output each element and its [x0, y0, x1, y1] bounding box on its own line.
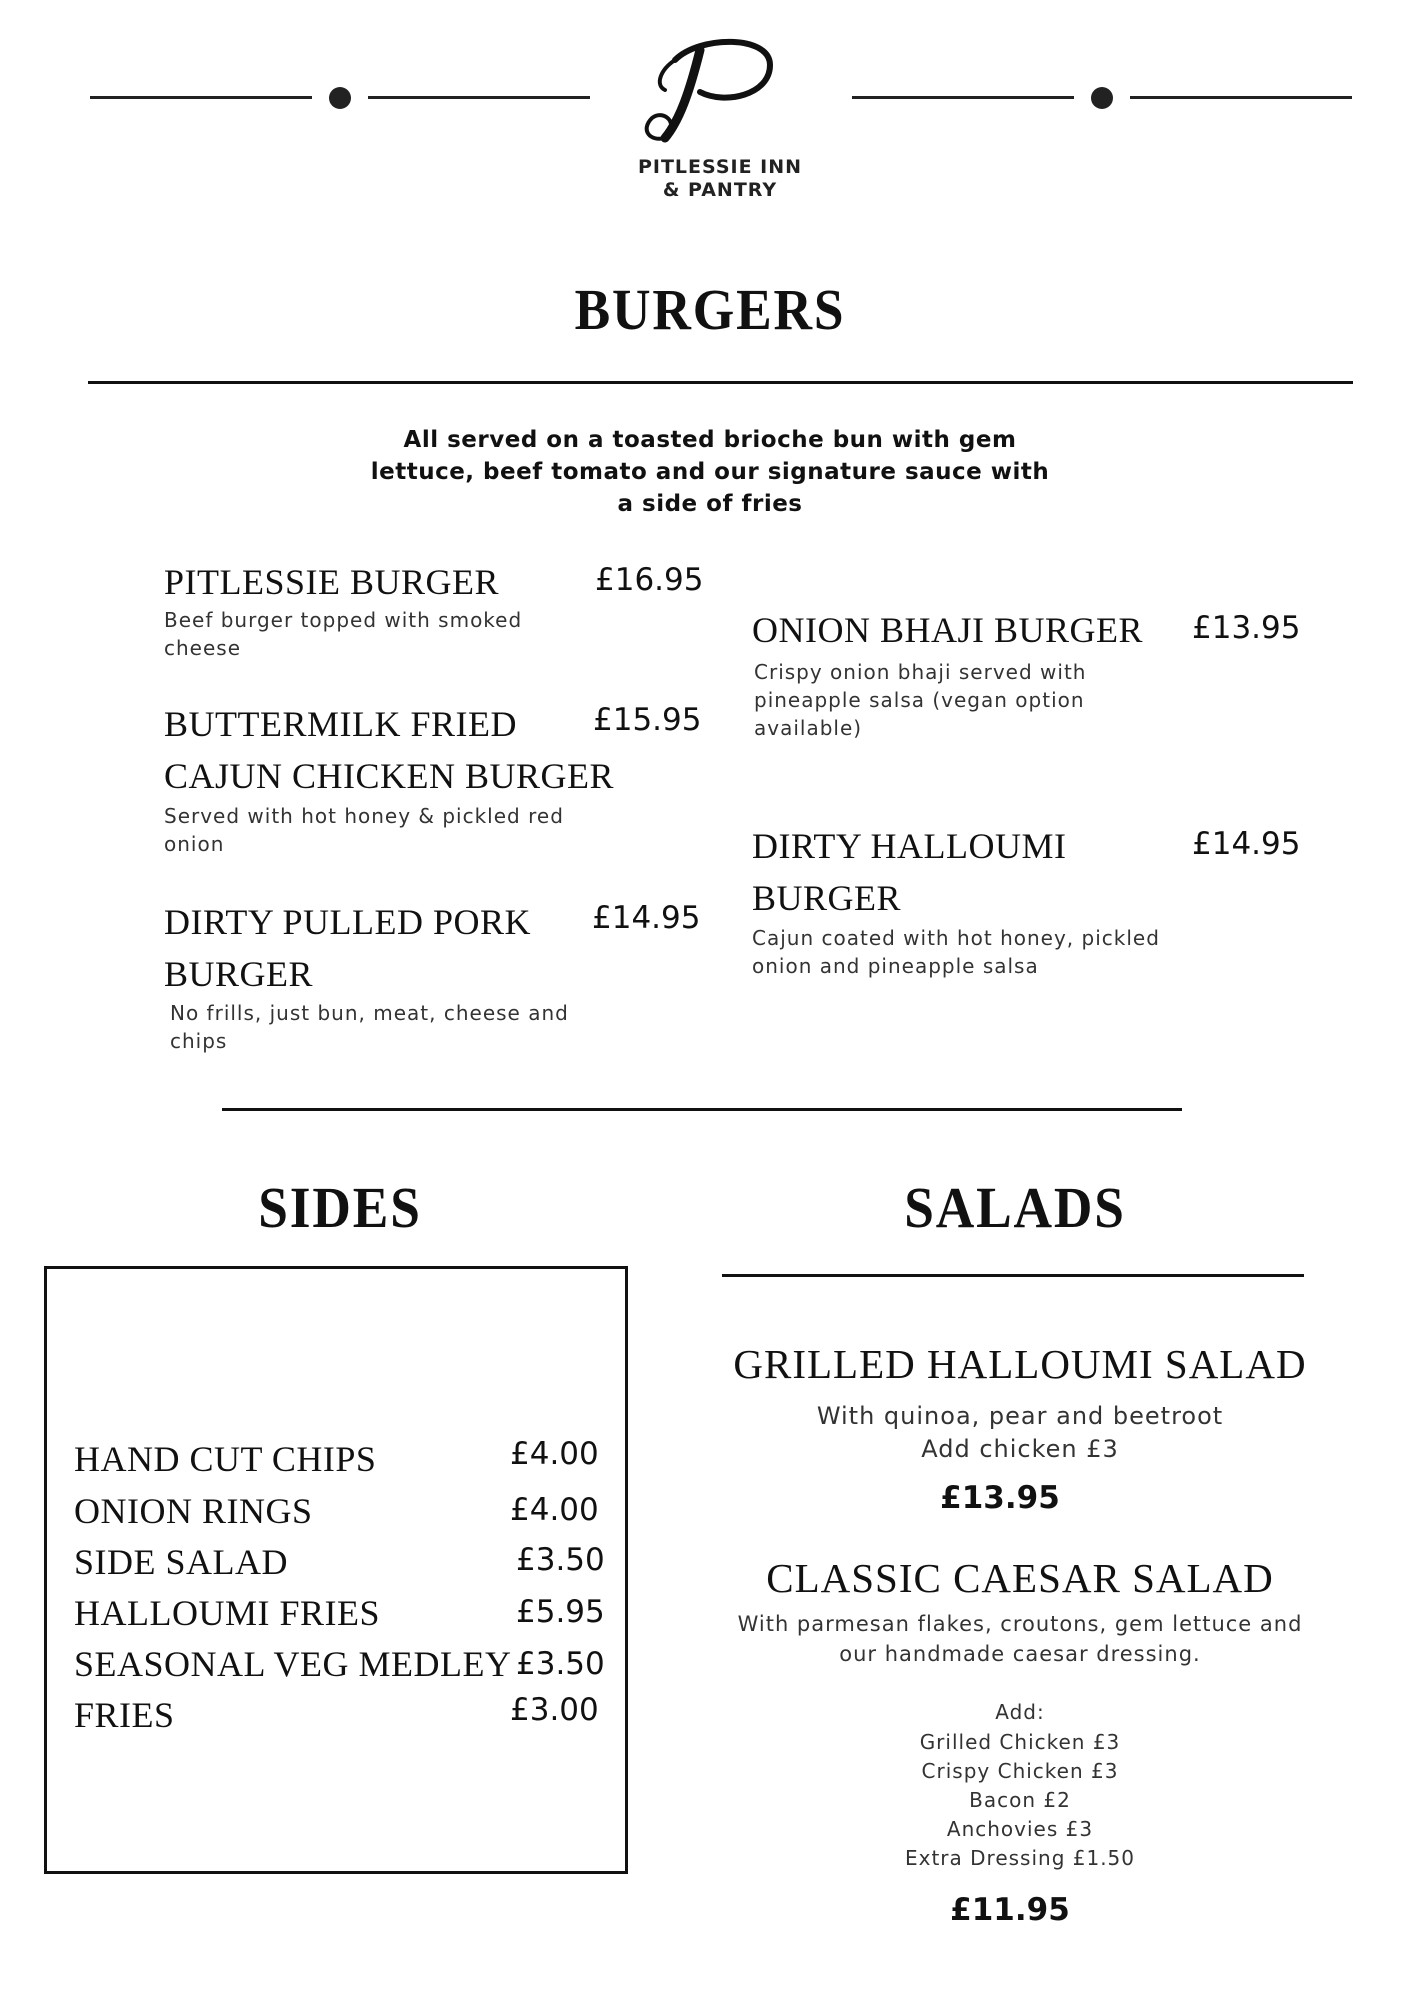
burger-name: ONION BHAJI BURGER — [752, 610, 1144, 650]
header-dot-left — [329, 87, 351, 109]
header-rule-right-a — [852, 96, 1074, 99]
addon-item: Anchovies £3 — [946, 1817, 1094, 1841]
salads-rule — [722, 1274, 1304, 1277]
burger-name: BUTTERMILK FRIED CAJUN CHICKEN BURGER — [164, 704, 615, 796]
side-price: £3.50 — [516, 1542, 605, 1578]
burger-desc: Served with hot honey & pickled red onion — [164, 804, 564, 856]
burgers-intro: All served on a toasted brioche bun with gem lettuce, beef tomato and our signature sauce with a side of fries — [370, 427, 1050, 517]
salad-price: £11.95 — [950, 1892, 1070, 1928]
side-price: £3.50 — [516, 1646, 605, 1682]
side-name: HALLOUMI FRIES — [74, 1593, 381, 1633]
burgers-title: BURGERS — [574, 277, 846, 342]
burger-name: DIRTY HALLOUMI BURGER — [752, 826, 1067, 918]
burgers-rule — [88, 381, 1353, 384]
burgers-bottom-rule — [222, 1108, 1182, 1111]
header-rule-right-b — [1130, 96, 1352, 99]
header-dot-right — [1091, 87, 1113, 109]
addon-label: Add: — [995, 1700, 1045, 1724]
burger-price: £16.95 — [595, 562, 704, 598]
salad-desc: With quinoa, pear and beetroot — [816, 1402, 1224, 1430]
side-name: SIDE SALAD — [74, 1542, 289, 1582]
burger-name: PITLESSIE BURGER — [164, 562, 500, 602]
header-rule-left-b — [368, 96, 590, 99]
addon-item: Crispy Chicken £3 — [921, 1759, 1119, 1783]
burger-name: DIRTY PULLED PORK BURGER — [164, 902, 532, 994]
burger-price: £14.95 — [1192, 826, 1301, 862]
salad-desc: our handmade caesar dressing. — [839, 1642, 1201, 1666]
salad-name: GRILLED HALLOUMI SALAD — [733, 1341, 1307, 1387]
sides-title: SIDES — [258, 1175, 422, 1240]
side-name: ONION RINGS — [74, 1491, 313, 1531]
side-name: HAND CUT CHIPS — [74, 1439, 377, 1479]
burger-desc: Cajun coated with hot honey, pickled onion and pineapple salsa — [752, 926, 1160, 978]
logo-monogram-icon — [630, 30, 790, 150]
side-price: £3.00 — [510, 1692, 599, 1728]
side-name: SEASONAL VEG MEDLEY — [74, 1644, 512, 1684]
side-price: £4.00 — [510, 1492, 599, 1528]
burger-price: £14.95 — [592, 900, 701, 936]
burger-price: £15.95 — [593, 702, 702, 738]
burger-desc: Crispy onion bhaji served with pineapple salsa (vegan option available) — [754, 660, 1087, 740]
side-name: FRIES — [74, 1695, 175, 1735]
burger-desc: Beef burger topped with smoked cheese — [164, 608, 523, 660]
addon-item: Extra Dressing £1.50 — [904, 1846, 1136, 1870]
addon-item: Bacon £2 — [969, 1788, 1071, 1812]
salad-name: CLASSIC CAESAR SALAD — [766, 1555, 1274, 1601]
salad-desc: With parmesan flakes, croutons, gem lettuce and — [737, 1612, 1303, 1636]
addon-item: Grilled Chicken £3 — [919, 1730, 1121, 1754]
salads-title: SALADS — [904, 1175, 1126, 1240]
logo — [630, 30, 790, 150]
salad-desc: Add chicken £3 — [921, 1435, 1119, 1463]
salad-price: £13.95 — [940, 1480, 1060, 1516]
burger-desc: No frills, just bun, meat, cheese and chips — [170, 1001, 569, 1053]
brand-name-line2: & PANTRY — [662, 179, 778, 201]
header-rule-left-a — [90, 96, 312, 99]
burger-price: £13.95 — [1192, 610, 1301, 646]
side-price: £4.00 — [510, 1436, 599, 1472]
brand-name-line1: PITLESSIE INN — [637, 156, 803, 178]
side-price: £5.95 — [516, 1594, 605, 1630]
